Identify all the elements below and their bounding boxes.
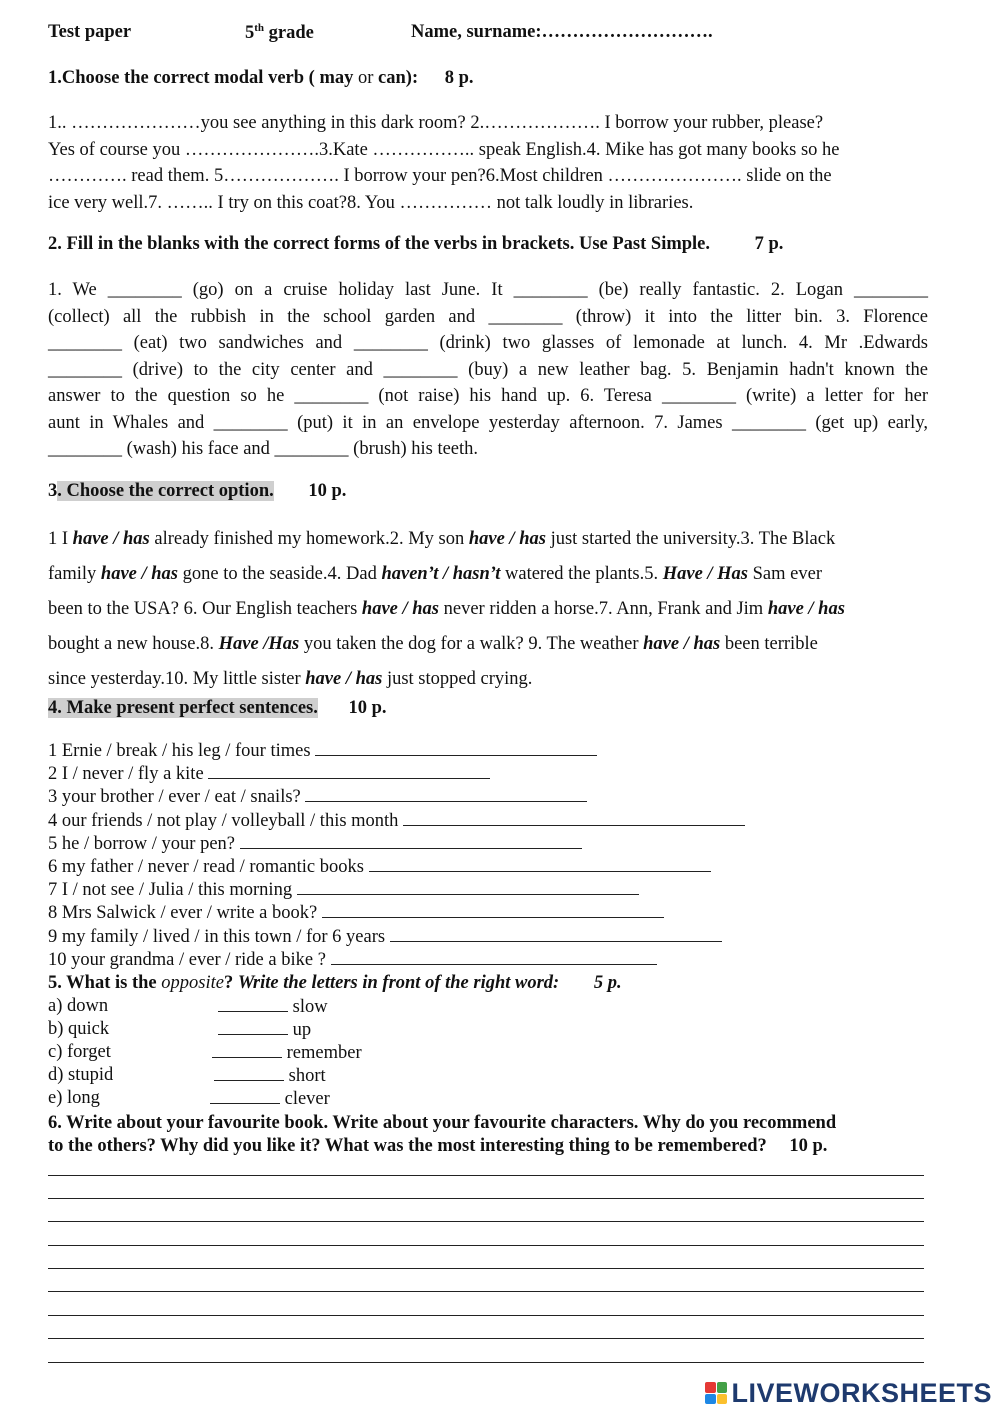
section1-title: 1.Choose the correct modal verb ( may or can): 8 p. (48, 68, 474, 88)
writing-line[interactable] (48, 1245, 924, 1246)
answer-blank[interactable] (212, 1042, 282, 1058)
section4-list (48, 740, 745, 972)
writing-line[interactable] (48, 1362, 924, 1363)
section2-line[interactable]: ________ (wash) his face and ________ (brush) his teeth. (48, 439, 479, 459)
section2-line[interactable]: aunt in Whales and ________ (put) it in an envelope yesterday afternoon. 7. James ________ (get up) early, (48, 412, 928, 433)
writing-line[interactable] (48, 1291, 924, 1292)
liveworksheets-icon (705, 1382, 727, 1404)
section2-text[interactable] (48, 277, 928, 463)
logo-square (705, 1382, 716, 1393)
writing-line[interactable] (48, 1221, 924, 1222)
answer-line[interactable] (331, 949, 657, 965)
writing-line[interactable] (48, 1268, 924, 1269)
list-item: 3 your brother / ever / eat / snails? (48, 786, 745, 809)
logo-square (705, 1394, 716, 1405)
match-answer[interactable]: slow (218, 996, 328, 1018)
section6-points: 10 p. (789, 1136, 828, 1156)
section1-points: 8 p. (444, 68, 474, 88)
list-item: 4 our friends / not play / volleyball / this month (48, 810, 745, 833)
section2-line[interactable]: 1. We ________ (go) on a cruise holiday last June. It ________ (be) really fantastic. 2. Logan ________ (48, 280, 928, 300)
list-item: 6 my father / never / read / romantic books (48, 856, 745, 879)
logo-square (717, 1394, 728, 1405)
section2-title: 2. Fill in the blanks with the correct forms of the verbs in brackets. Use Past Simple. 7 p. (48, 234, 784, 254)
brand-name: LIVEWORKSHEETS (731, 1377, 992, 1408)
answer-line[interactable] (322, 902, 664, 918)
section1-line[interactable]: …………. read them. 5………………. I borrow your pen?6.Most children …………………. slide on the (48, 166, 832, 186)
match-row: e) long (48, 1088, 100, 1108)
section2-line[interactable]: ________ (drive) to the city center and ________ (buy) a new leather bag. 5. Benjamin hadn't known the (48, 359, 928, 380)
option-choice[interactable]: have / has (100, 564, 179, 584)
answer-line[interactable] (315, 740, 597, 756)
list-item: 10 your grandma / ever / ride a bike ? (48, 949, 745, 972)
section3-title: 3. Choose the correct option. 10 p. (48, 481, 347, 501)
writing-line[interactable] (48, 1198, 924, 1199)
section3-text[interactable] (48, 522, 928, 697)
writing-line[interactable] (48, 1315, 924, 1316)
section3-line[interactable]: been to the USA? 6. Our English teachers have / has never ridden a horse.7. Ann, Frank and Jim have / has (48, 599, 845, 619)
section5-points: 5 p. (593, 973, 622, 993)
option-choice[interactable]: have / has (305, 669, 383, 689)
match-row: a) down (48, 996, 109, 1016)
option-choice[interactable]: have / has (643, 634, 721, 654)
section1-text[interactable] (48, 110, 928, 216)
answer-line[interactable] (403, 810, 745, 826)
answer-line[interactable] (305, 786, 587, 802)
match-row: c) forget (48, 1042, 111, 1062)
section2-line[interactable]: (collect) all the rubbish in the school garden and ________ (throw) it into the litter bin. 3. Florence (48, 306, 928, 327)
section2-line[interactable]: answer to the question so he ________ (not raise) his hand up. 6. Teresa ________ (write) a letter for her (48, 386, 928, 406)
list-item: 1 Ernie / break / his leg / four times (48, 740, 745, 763)
answer-line[interactable] (240, 833, 582, 849)
section2-points: 7 p. (754, 234, 784, 254)
option-choice[interactable]: have / has (468, 529, 546, 549)
match-answer[interactable]: clever (210, 1088, 330, 1110)
section3-line[interactable]: 1 I have / has already finished my homework.2. My son have / has just started the university.3. The Black (48, 529, 836, 549)
option-choice[interactable]: Have /Has (218, 634, 300, 654)
list-item: 9 my family / lived / in this town / for 6 years (48, 926, 745, 949)
section3-line[interactable]: family have / has gone to the seaside.4. Dad haven’t / hasn’t watered the plants.5. Have / Has Sam ever (48, 564, 822, 584)
answer-line[interactable] (208, 763, 490, 779)
section1-line[interactable]: ice very well.7. …….. I try on this coat?8. You …………… not talk loudly in libraries. (48, 192, 694, 213)
section6-title-line2: to the others? Why did you like it? What was the most interesting thing to be remembered? 10 p. (48, 1136, 828, 1156)
test-title: Test paper (48, 22, 132, 42)
match-row: d) stupid (48, 1065, 114, 1085)
section3-line[interactable]: bought a new house.8. Have /Has you taken the dog for a walk? 9. The weather have / has been terrible (48, 634, 818, 654)
answer-blank[interactable] (218, 996, 288, 1012)
writing-line[interactable] (48, 1175, 924, 1176)
section4-title: 4. Make present perfect sentences. 10 p. (48, 698, 387, 718)
match-row: b) quick (48, 1019, 110, 1039)
section5-title: 5. What is the opposite? Write the letters in front of the right word: 5 p. (48, 973, 622, 993)
section1-line[interactable]: Yes of course you ………………….3.Kate …………….. speak English.4. Mike has got many books so he (48, 139, 840, 160)
list-item: 7 I / not see / Julia / this morning (48, 879, 745, 902)
answer-blank[interactable] (210, 1088, 280, 1104)
name-field[interactable]: Name, surname:………………………. (411, 22, 713, 42)
header (48, 22, 928, 48)
answer-line[interactable] (297, 879, 639, 895)
section3-points: 10 p. (308, 481, 347, 501)
list-item: 5 he / borrow / your pen? (48, 833, 745, 856)
logo-square (717, 1382, 728, 1393)
section4-points: 10 p. (348, 698, 387, 718)
match-answer[interactable]: short (214, 1065, 326, 1087)
section3-line[interactable]: since yesterday.10. My little sister have / has just stopped crying. (48, 669, 533, 689)
answer-blank[interactable] (218, 1019, 288, 1035)
match-answer[interactable]: up (218, 1019, 311, 1041)
list-item: 2 I / never / fly a kite (48, 763, 745, 786)
list-item: 8 Mrs Salwick / ever / write a book? (48, 902, 745, 925)
liveworksheets-logo (705, 1378, 992, 1408)
section2-line[interactable]: ________ (eat) two sandwiches and ________ (drink) two glasses of lemonade at lunch. 4. Mr .Edwards (48, 333, 928, 353)
answer-line[interactable] (390, 926, 722, 942)
option-choice[interactable]: have / has (72, 529, 150, 549)
section6-title-line1: 6. Write about your favourite book. Write about your favourite characters. Why do you recommend (48, 1113, 837, 1133)
section1-line[interactable]: 1.. …………………you see anything in this dark room? 2.………………. I borrow your rubber, please? (48, 113, 824, 133)
option-choice[interactable]: have / has (767, 599, 845, 619)
answer-line[interactable] (369, 856, 711, 872)
grade-label: 5th grade (245, 22, 314, 43)
option-choice[interactable]: Have / Has (662, 564, 749, 584)
writing-line[interactable] (48, 1338, 924, 1339)
option-choice[interactable]: haven’t / hasn’t (381, 564, 501, 584)
answer-blank[interactable] (214, 1065, 284, 1081)
option-choice[interactable]: have / has (361, 599, 439, 619)
match-answer[interactable]: remember (212, 1042, 362, 1064)
